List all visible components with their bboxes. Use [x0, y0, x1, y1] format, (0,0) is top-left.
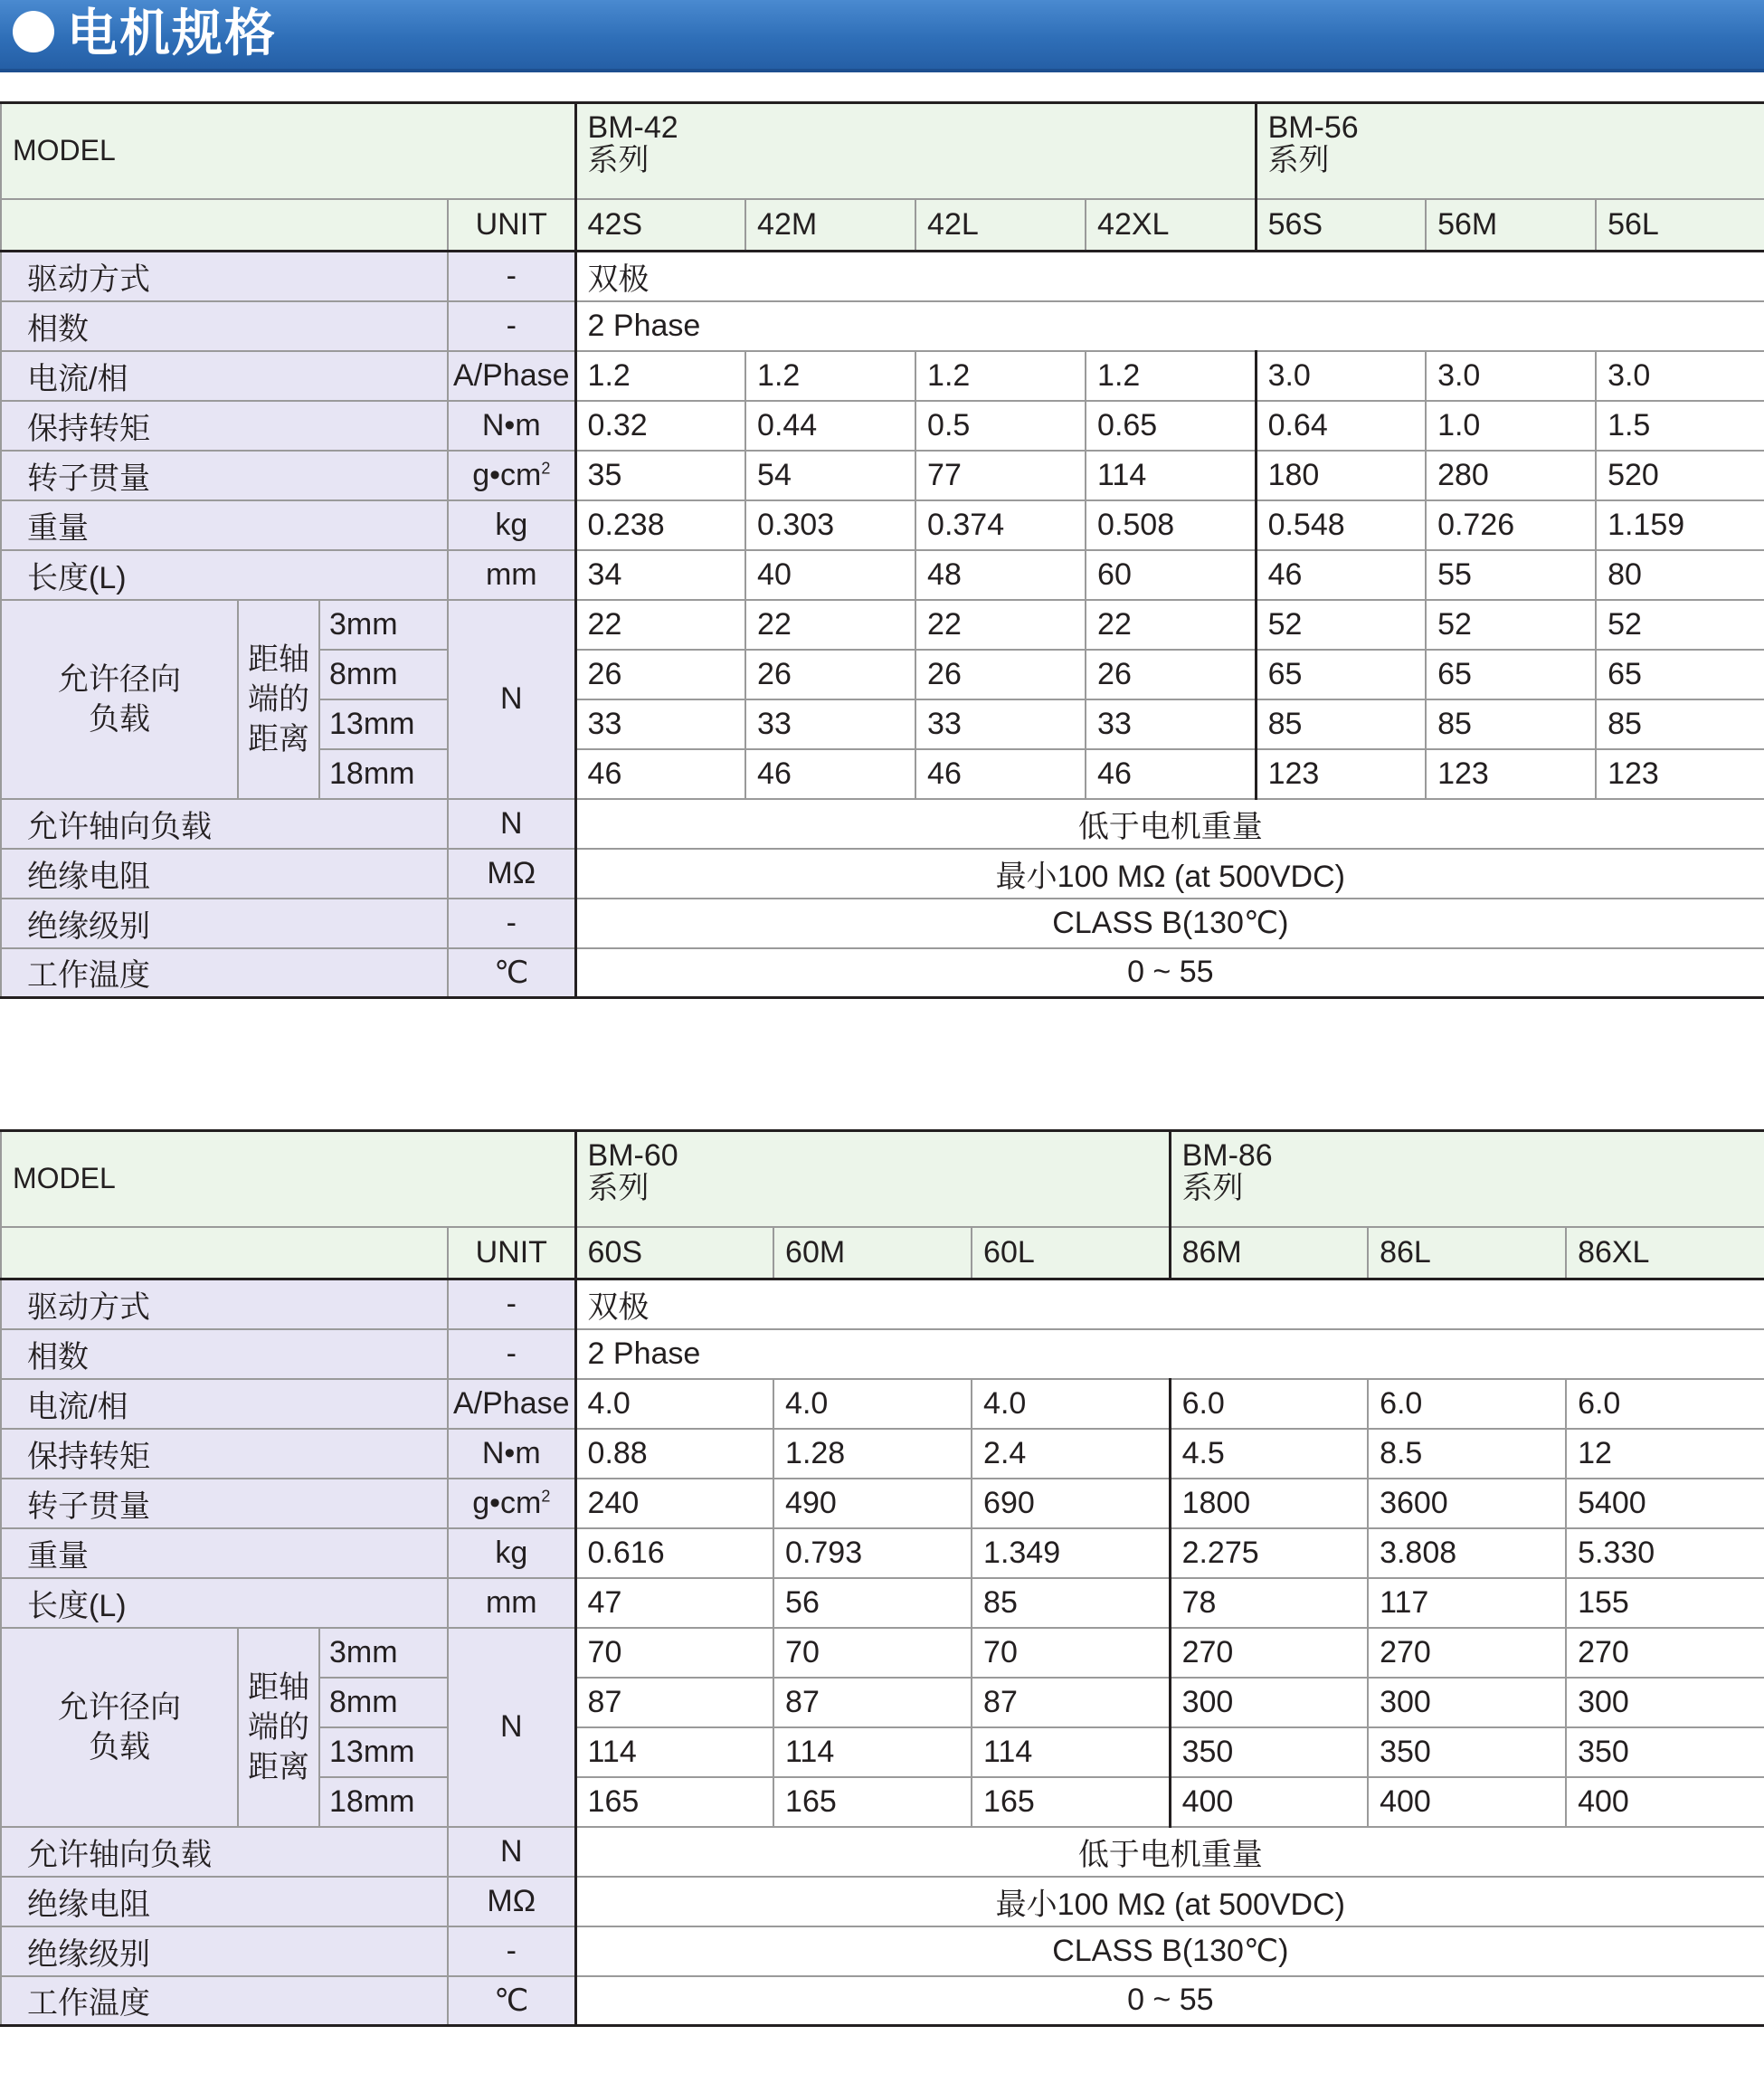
spec-value: 48 [915, 550, 1086, 600]
model-label-spacer [1, 199, 448, 252]
spec-value: 1.2 [1086, 351, 1256, 401]
spec-value: 350 [1368, 1727, 1566, 1777]
value-insulation-res: 最小100 MΩ (at 500VDC) [575, 1877, 1764, 1926]
spec-value: 165 [575, 1777, 773, 1827]
distance-value: 13mm [319, 699, 448, 749]
unit-temperature: ℃ [448, 948, 575, 998]
spec-value: 78 [1170, 1578, 1368, 1628]
spec-value: 0.793 [773, 1528, 972, 1578]
unit-insulation-class: - [448, 899, 575, 948]
spec-value: 0.64 [1256, 401, 1426, 451]
spec-value: 280 [1426, 451, 1596, 500]
unit-phase: - [448, 301, 575, 351]
spec-value: 26 [745, 650, 915, 699]
series-header [575, 103, 1256, 199]
spec-value: 3600 [1368, 1479, 1566, 1528]
spec-value: 0.88 [575, 1429, 773, 1479]
unit-axial: N [448, 1827, 575, 1877]
row-label-drive: 驱动方式 [1, 252, 448, 301]
value-temperature: 0 ~ 55 [575, 1976, 1764, 2026]
spec-value: 46 [575, 749, 745, 799]
model-code: 86M [1170, 1227, 1368, 1279]
spec-value: 6.0 [1170, 1379, 1368, 1429]
spec-value: 52 [1596, 600, 1764, 650]
value-phase: 2 Phase [575, 301, 1764, 351]
spec-value: 70 [773, 1628, 972, 1678]
value-temperature: 0 ~ 55 [575, 948, 1764, 998]
spec-value: 4.0 [972, 1379, 1170, 1429]
unit-current: A/Phase [448, 351, 575, 401]
spec-value: 5400 [1566, 1479, 1764, 1528]
spec-value: 0.374 [915, 500, 1086, 550]
unit-inertia-sup: 2 [541, 1487, 551, 1506]
row-label-drive: 驱动方式 [1, 1279, 448, 1329]
unit-inertia-text: g•cm [472, 457, 542, 492]
spec-value: 1.5 [1596, 401, 1764, 451]
value-insulation-class: CLASS B(130℃) [575, 1926, 1764, 1976]
spec-value: 1.2 [575, 351, 745, 401]
spec-value: 270 [1368, 1628, 1566, 1678]
spec-value: 300 [1170, 1678, 1368, 1727]
spec-value: 60 [1086, 550, 1256, 600]
model-code: 86XL [1566, 1227, 1764, 1279]
row-label-current: 电流/相 [1, 351, 448, 401]
row-label-inertia: 转子贯量 [1, 451, 448, 500]
spec-value: 3.0 [1426, 351, 1596, 401]
series-header [1256, 103, 1764, 199]
series-header [1170, 1131, 1764, 1227]
spec-value: 22 [575, 600, 745, 650]
unit-torque: N•m [448, 401, 575, 451]
unit-inertia [448, 451, 575, 500]
unit-weight: kg [448, 500, 575, 550]
spec-value: 26 [575, 650, 745, 699]
spec-value: 1.2 [745, 351, 915, 401]
distance-line3: 距离 [248, 721, 309, 756]
model-label-spacer [1, 1227, 448, 1279]
spec-value: 350 [1566, 1727, 1764, 1777]
model-code: 56S [1256, 199, 1426, 252]
distance-value: 3mm [319, 1628, 448, 1678]
spec-value: 12 [1566, 1429, 1764, 1479]
distance-value: 18mm [319, 1777, 448, 1827]
value-insulation-class: CLASS B(130℃) [575, 899, 1764, 948]
spec-value: 123 [1596, 749, 1764, 799]
spec-value: 123 [1256, 749, 1426, 799]
unit-temperature: ℃ [448, 1976, 575, 2026]
unit-current: A/Phase [448, 1379, 575, 1429]
unit-axial: N [448, 799, 575, 849]
spec-value: 26 [1086, 650, 1256, 699]
spec-value: 4.0 [575, 1379, 773, 1429]
model-code: 42S [575, 199, 745, 252]
spec-value: 80 [1596, 550, 1764, 600]
spec-value: 55 [1426, 550, 1596, 600]
spec-value: 52 [1426, 600, 1596, 650]
section-title: 电机规格 [67, 5, 277, 62]
radial-load-line1: 允许径向 [58, 1689, 181, 1725]
row-label-inertia: 转子贯量 [1, 1479, 448, 1528]
model-code: 56M [1426, 199, 1596, 252]
spec-value: 26 [915, 650, 1086, 699]
row-label-length: 长度(L) [1, 550, 448, 600]
row-label-phase: 相数 [1, 301, 448, 351]
value-insulation-res: 最小100 MΩ (at 500VDC) [575, 849, 1764, 899]
spec-value: 270 [1170, 1628, 1368, 1678]
distance-line2: 端的 [248, 1709, 309, 1745]
spec-value: 117 [1368, 1578, 1566, 1628]
spec-value: 22 [915, 600, 1086, 650]
row-label-phase: 相数 [1, 1329, 448, 1379]
spec-value: 6.0 [1566, 1379, 1764, 1429]
unit-drive: - [448, 252, 575, 301]
spec-value: 0.508 [1086, 500, 1256, 550]
row-label-current: 电流/相 [1, 1379, 448, 1429]
spec-value: 1800 [1170, 1479, 1368, 1528]
spec-value: 87 [773, 1678, 972, 1727]
spec-value: 0.32 [575, 401, 745, 451]
spec-value: 240 [575, 1479, 773, 1528]
spec-table-bm60-bm86 [0, 1129, 1764, 2027]
model-label: MODEL [1, 103, 575, 199]
row-label-temperature: 工作温度 [1, 948, 448, 998]
spec-value: 1.2 [915, 351, 1086, 401]
spec-value: 3.808 [1368, 1528, 1566, 1578]
unit-header: UNIT [448, 199, 575, 252]
spec-value: 1.0 [1426, 401, 1596, 451]
distance-line2: 端的 [248, 681, 309, 717]
spec-value: 4.0 [773, 1379, 972, 1429]
row-label-insulation-res: 绝缘电阻 [1, 849, 448, 899]
spec-value: 46 [1256, 550, 1426, 600]
spec-value: 65 [1596, 650, 1764, 699]
spec-value: 3.0 [1596, 351, 1764, 401]
distance-value: 3mm [319, 600, 448, 650]
spec-value: 0.44 [745, 401, 915, 451]
spec-value: 33 [575, 699, 745, 749]
series-suffix: 系列 [587, 1171, 650, 1205]
distance-value: 8mm [319, 1678, 448, 1727]
row-label-weight: 重量 [1, 1528, 448, 1578]
row-label-torque: 保持转矩 [1, 401, 448, 451]
spec-value: 0.726 [1426, 500, 1596, 550]
distance-value: 18mm [319, 749, 448, 799]
model-code: 60S [575, 1227, 773, 1279]
spec-value: 33 [745, 699, 915, 749]
spec-value: 54 [745, 451, 915, 500]
row-label-insulation-class: 绝缘级别 [1, 899, 448, 948]
value-phase: 2 Phase [575, 1329, 1764, 1379]
unit-inertia [448, 1479, 575, 1528]
spec-value: 1.349 [972, 1528, 1170, 1578]
spec-value: 8.5 [1368, 1429, 1566, 1479]
spec-value: 4.5 [1170, 1429, 1368, 1479]
row-label-weight: 重量 [1, 500, 448, 550]
model-code: 60L [972, 1227, 1170, 1279]
spec-value: 77 [915, 451, 1086, 500]
series-name: BM-42 [587, 110, 678, 145]
spec-value: 85 [1256, 699, 1426, 749]
series-suffix: 系列 [1181, 1171, 1244, 1205]
spec-value: 33 [1086, 699, 1256, 749]
spec-value: 2.275 [1170, 1528, 1368, 1578]
value-axial: 低于电机重量 [575, 799, 1764, 849]
row-label-axial-load: 允许轴向负载 [1, 799, 448, 849]
distance-line3: 距离 [248, 1749, 309, 1784]
spec-value: 400 [1170, 1777, 1368, 1827]
row-label-length: 长度(L) [1, 1578, 448, 1628]
spec-value: 350 [1170, 1727, 1368, 1777]
series-suffix: 系列 [1267, 143, 1330, 177]
spec-value: 87 [575, 1678, 773, 1727]
spec-value: 46 [915, 749, 1086, 799]
spec-value: 300 [1566, 1678, 1764, 1727]
series-suffix: 系列 [587, 143, 650, 177]
distance-label [238, 1628, 319, 1827]
series-name: BM-60 [587, 1138, 678, 1173]
unit-length: mm [448, 1578, 575, 1628]
spec-value: 3.0 [1256, 351, 1426, 401]
spec-value: 2.4 [972, 1429, 1170, 1479]
distance-value: 13mm [319, 1727, 448, 1777]
spec-value: 85 [972, 1578, 1170, 1628]
unit-radial: N [448, 1628, 575, 1827]
spec-value: 270 [1566, 1628, 1764, 1678]
spec-value: 400 [1368, 1777, 1566, 1827]
spec-value: 123 [1426, 749, 1596, 799]
model-code: 42M [745, 199, 915, 252]
spec-value: 114 [972, 1727, 1170, 1777]
spec-value: 56 [773, 1578, 972, 1628]
radial-load-line1: 允许径向 [58, 661, 181, 697]
spec-value: 35 [575, 451, 745, 500]
spec-value: 0.616 [575, 1528, 773, 1578]
model-code: 56L [1596, 199, 1764, 252]
unit-drive: - [448, 1279, 575, 1329]
spec-value: 400 [1566, 1777, 1764, 1827]
unit-radial: N [448, 600, 575, 799]
spec-value: 6.0 [1368, 1379, 1566, 1429]
distance-value: 8mm [319, 650, 448, 699]
value-drive: 双极 [575, 1279, 1764, 1329]
spec-value: 65 [1256, 650, 1426, 699]
spec-value: 46 [745, 749, 915, 799]
spec-value: 690 [972, 1479, 1170, 1528]
row-label-insulation-res: 绝缘电阻 [1, 1877, 448, 1926]
series-name: BM-86 [1181, 1138, 1273, 1173]
series-header [575, 1131, 1170, 1227]
model-code: 86L [1368, 1227, 1566, 1279]
spec-value: 165 [773, 1777, 972, 1827]
unit-length: mm [448, 550, 575, 600]
row-label-temperature: 工作温度 [1, 1976, 448, 2026]
unit-insulation-res: MΩ [448, 1877, 575, 1926]
unit-header: UNIT [448, 1227, 575, 1279]
row-label-radial-load [1, 600, 238, 799]
spec-value: 0.303 [745, 500, 915, 550]
unit-inertia-text: g•cm [472, 1485, 542, 1520]
spec-value: 65 [1426, 650, 1596, 699]
spec-value: 0.65 [1086, 401, 1256, 451]
unit-torque: N•m [448, 1429, 575, 1479]
spec-value: 22 [1086, 600, 1256, 650]
spec-value: 114 [773, 1727, 972, 1777]
unit-weight: kg [448, 1528, 575, 1578]
spec-table-bm42-bm56 [0, 101, 1764, 999]
row-label-torque: 保持转矩 [1, 1429, 448, 1479]
distance-label [238, 600, 319, 799]
spec-value: 1.28 [773, 1429, 972, 1479]
spec-value: 155 [1566, 1578, 1764, 1628]
model-code: 42XL [1086, 199, 1256, 252]
row-label-axial-load: 允许轴向负载 [1, 1827, 448, 1877]
section-banner [0, 0, 1764, 72]
spec-value: 180 [1256, 451, 1426, 500]
spec-value: 47 [575, 1578, 773, 1628]
value-axial: 低于电机重量 [575, 1827, 1764, 1877]
spec-value: 165 [972, 1777, 1170, 1827]
spec-value: 87 [972, 1678, 1170, 1727]
model-code: 42L [915, 199, 1086, 252]
model-label: MODEL [1, 1131, 575, 1227]
bullet-icon [13, 11, 54, 52]
unit-inertia-sup: 2 [541, 459, 551, 478]
spec-value: 85 [1426, 699, 1596, 749]
spec-value: 40 [745, 550, 915, 600]
spec-value: 0.5 [915, 401, 1086, 451]
radial-load-line2: 负载 [89, 1729, 150, 1764]
row-label-insulation-class: 绝缘级别 [1, 1926, 448, 1976]
radial-load-line2: 负载 [89, 701, 150, 737]
spec-value: 22 [745, 600, 915, 650]
spec-value: 85 [1596, 699, 1764, 749]
spec-value: 52 [1256, 600, 1426, 650]
spec-value: 114 [1086, 451, 1256, 500]
unit-insulation-res: MΩ [448, 849, 575, 899]
value-drive: 双极 [575, 252, 1764, 301]
spec-value: 0.548 [1256, 500, 1426, 550]
distance-line1: 距轴 [248, 1669, 309, 1705]
spec-value: 46 [1086, 749, 1256, 799]
model-code: 60M [773, 1227, 972, 1279]
spec-value: 34 [575, 550, 745, 600]
row-label-radial-load [1, 1628, 238, 1827]
distance-line1: 距轴 [248, 642, 309, 677]
spec-value: 70 [575, 1628, 773, 1678]
unit-insulation-class: - [448, 1926, 575, 1976]
spec-value: 70 [972, 1628, 1170, 1678]
unit-phase: - [448, 1329, 575, 1379]
spec-value: 33 [915, 699, 1086, 749]
series-name: BM-56 [1267, 110, 1359, 145]
spec-value: 300 [1368, 1678, 1566, 1727]
spec-value: 1.159 [1596, 500, 1764, 550]
spec-value: 520 [1596, 451, 1764, 500]
spec-value: 5.330 [1566, 1528, 1764, 1578]
spec-value: 490 [773, 1479, 972, 1528]
spec-value: 114 [575, 1727, 773, 1777]
spec-value: 0.238 [575, 500, 745, 550]
